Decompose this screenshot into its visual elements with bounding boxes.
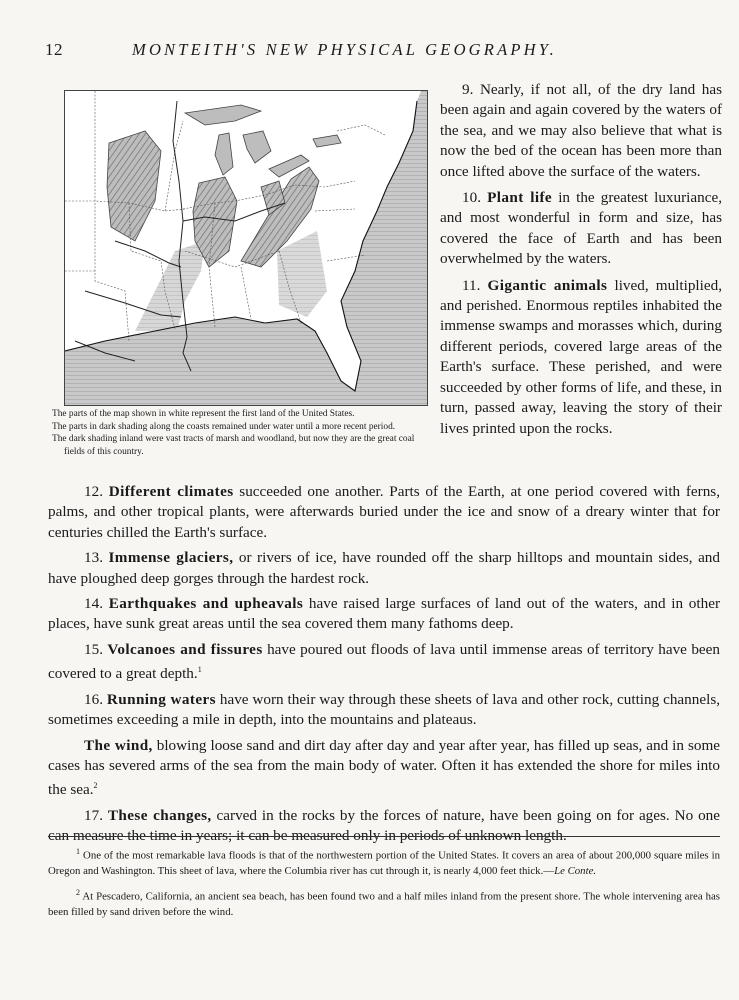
footnote-text: One of the most remarkable lava floods is that of the northwestern portion of the United States. It covers an area of about 200,000 square miles in Oregon and Washington. This sheet of lava, where the Columbia river has cut through it, is nearly 4,000 feet thick.— <box>48 849 721 877</box>
paragraph-number: 11. <box>462 276 481 294</box>
map-caption-line: The parts in dark shading along the coasts remained under water until a more recent period. <box>52 421 396 432</box>
footnotes <box>48 844 720 926</box>
paragraph-text: in the greatest luxuriance, and most wonderful in form and size, has covered the face of Earth and has been overwhelmed by the waters. <box>440 189 723 268</box>
paragraph-number: 9. <box>462 81 474 98</box>
paragraph-number: 16. <box>84 690 103 708</box>
map-caption-line: The parts of the map shown in white represent the first land of the United States. <box>52 409 355 419</box>
paragraph-text: lived, multiplied, and perished. Enormous reptiles inhabited the immense swamps and morasses which, during different periods, covered large areas of the Earth's surface. These perished, and were succeeded by other forms of life, and these, in turn, passed away, leaving the story of their lives printed upon the rocks. <box>440 276 722 437</box>
map-figure <box>64 90 428 406</box>
paragraph-number: 10. <box>462 189 481 207</box>
paragraph-number: 14. <box>84 595 103 613</box>
paragraph-9 <box>440 80 722 182</box>
paragraph-term: The wind, <box>84 736 153 754</box>
paragraph-number: 17. <box>84 806 103 824</box>
map-caption-line: The dark shading inland were vast tracts of marsh and woodland, but now they are the great coal fields of this country. <box>52 434 415 457</box>
paragraph-term: These changes, <box>107 806 212 824</box>
footnote-source: Le Conte. <box>554 864 597 877</box>
running-head: MONTEITH'S NEW PHYSICAL GEOGRAPHY. <box>132 40 557 59</box>
footnote-ref: 2 <box>93 781 98 791</box>
paragraph-14 <box>48 594 720 635</box>
paragraph-16 <box>48 690 720 731</box>
paragraph-term: Plant life <box>487 189 553 207</box>
paragraph-15 <box>48 640 720 685</box>
paragraph-text: have raised large surfaces of land out of the waters, and in other places, have sunk great areas until the sea covered them many fathoms deep. <box>48 595 721 633</box>
paragraph-11 <box>440 276 722 439</box>
paragraph-text: have poured out floods of lava until immense areas of territory have been covered to a great depth. <box>48 640 720 683</box>
paragraph-term: Different climates <box>108 483 234 500</box>
footnote-mark: 2 <box>76 888 80 897</box>
paragraph-number: 15. <box>84 640 103 658</box>
paragraph-term: Immense glaciers, <box>108 549 234 567</box>
paragraph-term: Earthquakes and upheavals <box>108 595 304 613</box>
paragraph-10 <box>440 188 722 270</box>
paragraph-number: 13. <box>84 549 103 567</box>
paragraph-text: succeeded one another. Parts of the Earth, at one period covered with ferns, palms, and other tropical plants, were afterwards buried under the ice and snow of a dreary winter that for centuries chilled the Earth's surface. <box>48 483 721 541</box>
footnote-text: At Pescadero, California, an ancient sea beach, has been found two and a half miles inland from the present shore. The whole intervening area has been filled by sand driven before the wind. <box>48 890 720 918</box>
paragraph-text: carved in the rocks by the forces of nature, have been going on for ages. No one can measure the time in years; it can be measured only in periods of unknown length. <box>48 806 721 845</box>
page-number: 12 <box>45 40 63 59</box>
paragraph-term: Volcanoes and fissures <box>107 640 263 658</box>
map-caption <box>52 408 436 458</box>
paragraph-17 <box>48 806 720 847</box>
paragraph-number: 12. <box>84 483 103 500</box>
paragraph-12 <box>48 482 720 543</box>
paragraph-text: or rivers of ice, have rounded off the sharp hilltops and mountain sides, and have ploughed deep gorges through the hardest rock. <box>48 549 720 587</box>
map-eastern-united-states-icon <box>65 91 427 405</box>
footnote-ref: 1 <box>197 665 202 675</box>
footnote-2 <box>48 885 720 920</box>
paragraph-term: Running waters <box>106 690 216 708</box>
footnote-mark: 1 <box>76 847 80 856</box>
sidebar-column <box>440 80 722 445</box>
paragraph-13 <box>48 548 720 589</box>
paragraph-wind <box>48 736 720 801</box>
main-text <box>48 482 720 852</box>
paragraph-term: Gigantic animals <box>487 276 608 294</box>
paragraph-text: have worn their way through these sheets of lava and other rock, cutting channels, sometimes exceeding a mile in depth, into the mountains and plateaus. <box>48 690 721 729</box>
paragraph-text: Nearly, if not all, of the dry land has been again and again covered by the waters of the sea, and we may also believe that what is now the bed of the ocean has been more than once lifted above the surface of the waters. <box>440 81 723 180</box>
paragraph-text: blowing loose sand and dirt day after day and year after year, has filled up seas, and in some cases has severed arms of the sea from the main body of water. Often it has extended the shore for miles into the sea. <box>48 736 720 799</box>
footnote-divider <box>48 836 720 837</box>
footnote-1 <box>48 844 720 879</box>
